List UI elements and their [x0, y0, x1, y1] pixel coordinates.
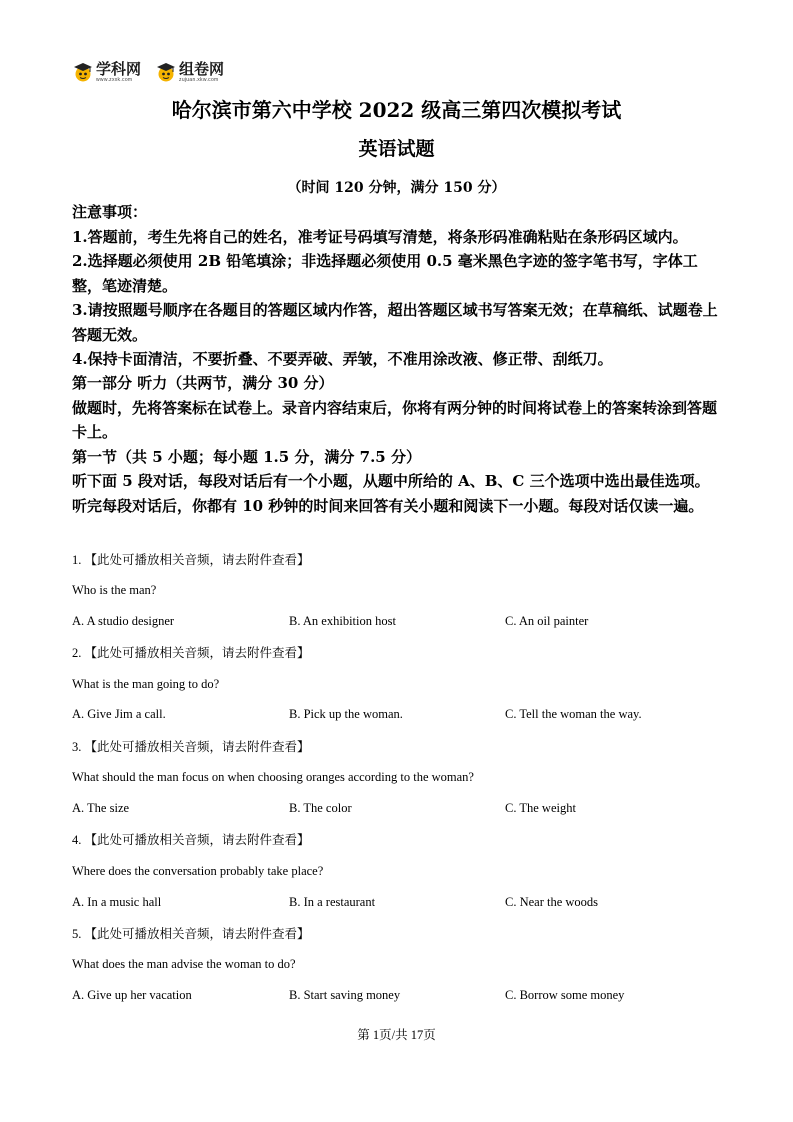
question-options — [72, 614, 722, 630]
notes-section — [72, 200, 722, 372]
option-b: B. The color — [289, 801, 352, 815]
option-a: A. In a music hall — [72, 895, 162, 909]
question-options — [72, 801, 722, 817]
part1-heading: 第一部分 听力（共两节，满分 30 分） — [72, 374, 334, 392]
logo-brand-name: 学科网 — [96, 60, 142, 78]
logo-brand-name: 组卷网 — [179, 60, 225, 78]
question-text: What does the man advise the woman to do? — [72, 957, 296, 971]
question-options — [72, 895, 722, 911]
option-c: C. The weight — [505, 801, 576, 815]
question-text: What should the man focus on when choosing oranges according to the woman? — [72, 770, 474, 784]
option-c: C. Tell the woman the way. — [505, 707, 642, 721]
question-text: What is the man going to do? — [72, 677, 220, 691]
question-text: Where does the conversation probably take place? — [72, 864, 324, 878]
header-logos — [72, 58, 224, 86]
notes-heading: 注意事项： — [72, 203, 148, 221]
exam-title: 哈尔滨市第六中学校 2022 级高三第四次模拟考试 — [171, 98, 622, 122]
question-number: 1. — [72, 553, 82, 567]
graduate-cap-icon — [155, 61, 177, 83]
xuekewang-logo — [72, 61, 141, 83]
subject-title: 英语试题 — [358, 138, 435, 160]
logo-url: www.zxxk.com — [96, 76, 133, 83]
question-audio[interactable] — [72, 550, 310, 568]
audio-placeholder[interactable]: 【此处可播放相关音频，请去附件查看】 — [84, 927, 310, 941]
question-options — [72, 707, 722, 723]
option-a: A. Give Jim a call. — [72, 707, 166, 721]
option-c: C. Near the woods — [505, 895, 599, 909]
time-note: （时间 120 分钟，满分 150 分） — [287, 180, 506, 196]
question-number: 5. — [72, 927, 82, 941]
question-audio[interactable] — [72, 924, 310, 942]
option-a: A. Give up her vacation — [72, 988, 192, 1002]
section1-instruction: 听下面 5 段对话，每段对话后有一个小题，从题中所给的 A、B、C 三个选项中选出最佳选项。听完每段对话后，你都有 10 秒钟的时间来回答有关小题和阅读下一小题。每段对话仅读一遍。 — [72, 472, 710, 515]
question-number: 4. — [72, 833, 82, 847]
audio-placeholder[interactable]: 【此处可播放相关音频，请去附件查看】 — [84, 740, 310, 754]
section1-heading: 第一节（共 5 小题；每小题 1.5 分，满分 7.5 分） — [72, 447, 421, 466]
part1-section — [72, 371, 722, 518]
question-number: 2. — [72, 646, 82, 660]
graduate-cap-icon — [72, 61, 94, 83]
audio-placeholder[interactable]: 【此处可播放相关音频，请去附件查看】 — [84, 833, 310, 847]
question-audio[interactable] — [72, 643, 310, 661]
zujuanwang-logo — [155, 61, 224, 83]
option-b: B. Start saving money — [289, 988, 401, 1002]
option-c: C. An oil painter — [505, 614, 589, 628]
page-number: 第 1页/共 17页 — [357, 1028, 436, 1042]
note-item: 4.保持卡面清洁，不要折叠、不要弄破、弄皱，不准用涂改液、修正带、刮纸刀。 — [72, 350, 613, 368]
audio-placeholder[interactable]: 【此处可播放相关音频，请去附件查看】 — [84, 553, 310, 567]
question-audio[interactable] — [72, 830, 310, 848]
question-options — [72, 988, 722, 1004]
option-c: C. Borrow some money — [505, 988, 625, 1002]
option-a: A. The size — [72, 801, 130, 815]
question-audio[interactable] — [72, 737, 310, 755]
note-item: 2.选择题必须使用 2B 铅笔填涂；非选择题必须使用 0.5 毫米黑色字迹的签字笔书写，字体工整，笔迹清楚。 — [72, 252, 698, 295]
question-text: Who is the man? — [72, 583, 157, 597]
note-item: 3.请按照题号顺序在各题目的答题区域内作答，超出答题区域书写答案无效；在草稿纸、试题卷上答题无效。 — [72, 301, 718, 344]
option-b: B. In a restaurant — [289, 895, 376, 909]
option-b: B. An exhibition host — [289, 614, 396, 628]
logo-url: zujuan.xkw.com — [179, 76, 219, 83]
audio-placeholder[interactable]: 【此处可播放相关音频，请去附件查看】 — [84, 646, 310, 660]
part1-instruction: 做题时，先将答案标在试卷上。录音内容结束后，你将有两分钟的时间将试卷上的答案转涂到答题卡上。 — [72, 398, 718, 441]
option-a: A. A studio designer — [72, 614, 175, 628]
option-b: B. Pick up the woman. — [289, 707, 403, 721]
note-item: 1.答题前，考生先将自己的姓名，准考证号码填写清楚，将条形码准确粘贴在条形码区域内。 — [72, 227, 688, 246]
question-number: 3. — [72, 740, 82, 754]
